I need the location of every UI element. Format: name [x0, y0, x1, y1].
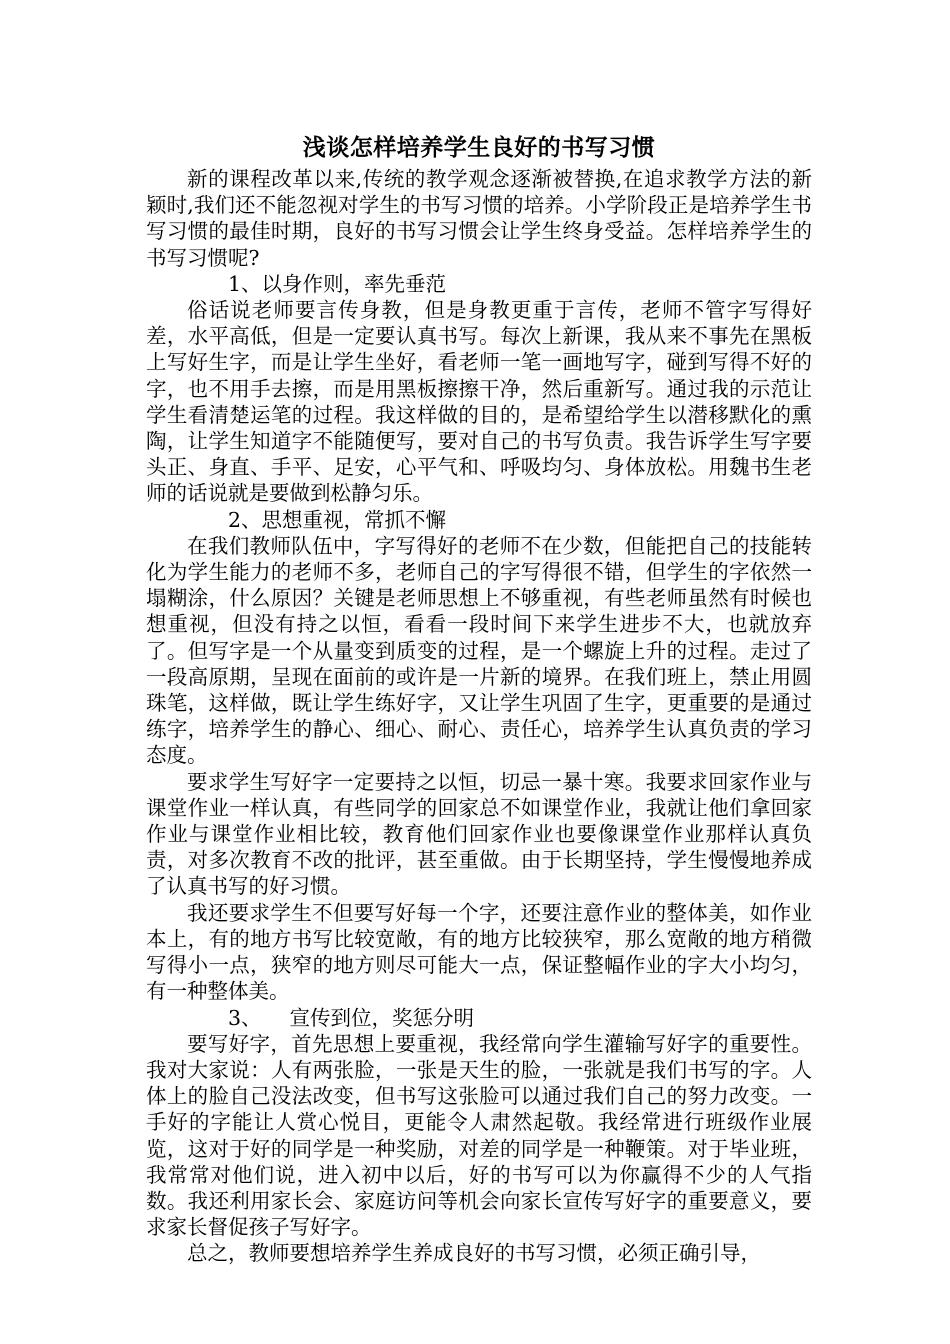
section-2-paragraph-2: 要求学生写好字一定要持之以恒，切忌一暴十寒。我要求回家作业与课堂作业一样认真，有些同学的回家总不如课堂作业，我就让他们拿回家作业与课堂作业相比较，教育他们回家作业也要像课堂作业那样认真负责，对多次教育不改的批评，甚至重做。由于长期坚持，学生慢慢地养成了认真书写的好习惯。 — [146, 769, 812, 899]
section-1-heading — [146, 271, 812, 297]
section-3-title: 宣传到位，奖惩分明 — [289, 1005, 475, 1030]
section-3-heading — [146, 1005, 812, 1031]
section-3-number: 3、 — [228, 1005, 262, 1030]
document-page — [146, 132, 812, 1267]
section-2-title: 思想重视，常抓不懈 — [261, 507, 447, 532]
section-2-paragraph-1: 在我们教师队伍中，字写得好的老师不在少数，但能把自己的技能转化为学生能力的老师不多，老师自己的字写得很不错，但学生的字依然一塌糊涂，什么原因？关键是老师思想上不够重视，有些老师虽然有时候也想重视，但没有持之以恒，看看一段时间下来学生进步不大，也就放弃了。但写字是一个从量变到质变的过程，是一个螺旋上升的过程。走过了一段高原期，呈现在面前的或许是一片新的境界。在我们班上，禁止用圆珠笔，这样做，既让学生练好字，又让学生巩固了生字，更重要的是通过练字，培养学生的静心、细心、耐心、责任心，培养学生认真负责的学习态度。 — [146, 533, 812, 768]
section-2-number: 2、 — [228, 507, 262, 532]
section-1-title: 以身作则，率先垂范 — [261, 271, 447, 296]
document-title: 浅谈怎样培养学生良好的书写习惯 — [302, 134, 656, 161]
section-3-paragraph-2: 总之，教师要想培养学生养成良好的书写习惯，必须正确引导， — [187, 1241, 761, 1266]
section-1-number: 1、 — [228, 271, 262, 296]
intro-paragraph: 新的课程改革以来,传统的教学观念逐渐被替换,在追求教学方法的新颖时,我们还不能忽视对学生的书写习惯的培养。小学阶段正是培养学生书写习惯的最佳时期，良好的书写习惯会让学生终身受益。怎样培养学生的书写习惯呢? — [146, 167, 812, 270]
section-2-paragraph-3: 我还要求学生不但要写好每一个字，还要注意作业的整体美，如作业本上，有的地方书写比较宽敞，有的地方比较狭窄，那么宽敞的地方稍微写得小一点，狭窄的地方则尽可能大一点，保证整幅作业的字大小均匀，有一种整体美。 — [146, 900, 812, 1004]
section-2-heading — [146, 507, 812, 533]
section-1-paragraph-1: 俗话说老师要言传身教，但是身教更重于言传，老师不管字写得好差，水平高低，但是一定要认真书写。每次上新课，我从来不事先在黑板上写好生字，而是让学生坐好，看老师一笔一画地写字，碰到写得不好的字，也不用手去擦，而是用黑板擦擦干净，然后重新写。通过我的示范让学生看清楚运笔的过程。我这样做的目的，是希望给学生以潜移默化的熏陶，让学生知道字不能随便写，要对自己的书写负责。我告诉学生写字要头正、身直、手平、足安，心平气和、呼吸均匀、身体放松。用魏书生老师的话说就是要做到松静匀乐。 — [146, 298, 812, 506]
section-3-paragraph-1: 要写好字，首先思想上要重视，我经常向学生灌输写好字的重要性。我对大家说：人有两张脸，一张是天生的脸，一张就是我们书写的字。人体上的脸自己没法改变，但书写这张脸可以通过我们自己的努力改变。一手好的字能让人赏心悦目，更能令人肃然起敬。我经常进行班级作业展览，这对于好的同学是一种奖励，对差的同学是一种鞭策。对于毕业班，我常常对他们说，进入初中以后，好的书写可以为你赢得不少的人气指数。我还利用家长会、家庭访问等机会向家长宣传写好字的重要意义，要求家长督促孩子写好字。 — [146, 1031, 812, 1240]
